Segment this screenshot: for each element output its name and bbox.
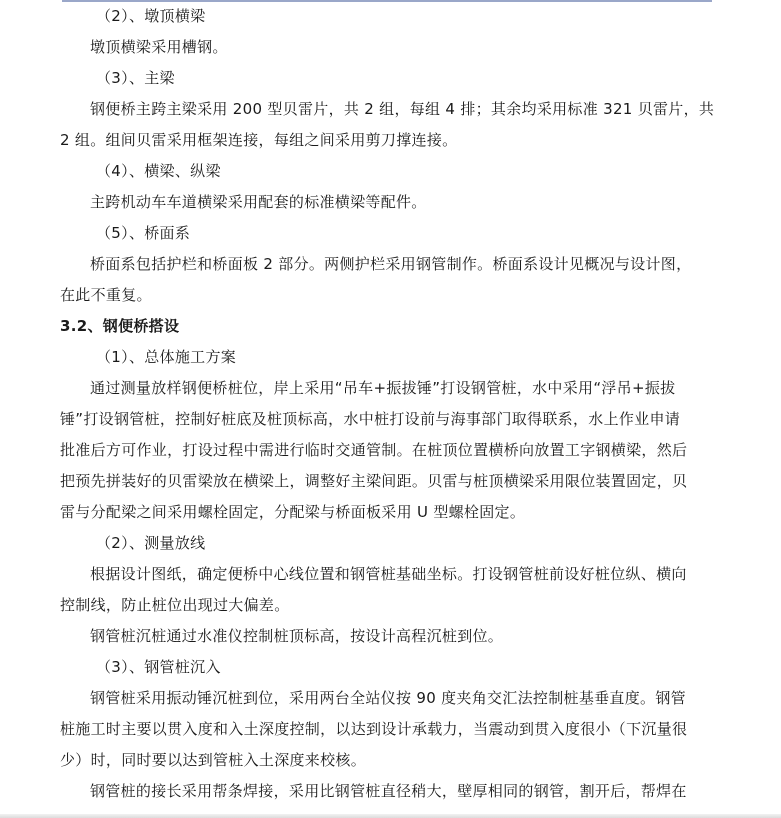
paragraph-line: 在此不重复。 [60,286,152,304]
paragraph-line: 批准后方可作业，打设过程中需进行临时交通管制。在桩顶位置横桥向放置工字钢横梁，然后 [60,441,688,459]
subheading-pile-sinking: （3）、钢管桩沉入 [96,658,221,676]
paragraph-line: 桥面系包括护栏和桥面板 2 部分。两侧护栏采用钢管制作。桥面系设计见概况与设计图， [90,255,692,273]
paragraph-line: 钢管桩的接长采用帮条焊接，采用比钢管桩直径稍大，壁厚相同的钢管，割开后，帮焊在 [90,782,687,800]
paragraph-line: 通过测量放样钢便桥桩位，岸上采用“吊车+振拔锤”打设钢管桩，水中采用“浮吊+振拔 [90,379,676,397]
page-top-border [62,0,712,2]
subheading-main-beam: （3）、主梁 [96,69,175,87]
subheading-overall-plan: （1）、总体施工方案 [96,348,237,366]
paragraph-line: 2 组。组间贝雷采用框架连接，每组之间采用剪刀撑连接。 [60,131,458,149]
paragraph-line: 少）时，同时要以达到管桩入土深度来校核。 [60,751,367,769]
paragraph-line: 控制线，防止桩位出现过大偏差。 [60,596,290,614]
section-heading: 3.2、钢便桥搭设 [60,317,180,335]
paragraph-line: 锤”打设钢管桩，控制好桩底及桩顶标高，水中桩打设前与海事部门取得联系，水上作业申请 [60,410,681,428]
paragraph-line: 把预先拼装好的贝雷梁放在横梁上，调整好主梁间距。贝雷与桩顶横梁采用限位装置固定，贝 [60,472,688,490]
paragraph-line: 桩施工时主要以贯入度和入土深度控制，以达到设计承载力，当震动到贯入度很小（下沉量很 [60,720,688,738]
subheading-survey: （2）、测量放线 [96,534,206,552]
paragraph-line: 钢管桩沉桩通过水准仪控制桩顶标高，按设计高程沉桩到位。 [90,627,504,645]
subheading-deck-system: （5）、桥面系 [96,224,191,242]
paragraph-line: 钢管桩采用振动锤沉桩到位，采用两台全站仪按 90 度夹角交汇法控制桩基垂直度。钢管 [90,689,686,707]
subheading-pier-beam: （2）、墩顶横梁 [96,7,206,25]
paragraph-line: 墩顶横梁采用槽钢。 [90,38,228,56]
paragraph-line: 钢便桥主跨主梁采用 200 型贝雷片，共 2 组，每组 4 排；其余均采用标准 321 贝雷片，共 [90,100,715,118]
paragraph-line: 主跨机动车车道横梁采用配套的标准横梁等配件。 [90,193,427,211]
paragraph-line: 根据设计图纸，确定便桥中心线位置和钢管桩基础坐标。打设钢管桩前设好桩位纵、横向 [90,565,687,583]
paragraph-line: 雷与分配梁之间采用螺栓固定，分配梁与桥面板采用 U 型螺栓固定。 [60,503,526,521]
page-bottom-edge [0,814,781,818]
subheading-cross-beam: （4）、横梁、纵梁 [96,162,221,180]
